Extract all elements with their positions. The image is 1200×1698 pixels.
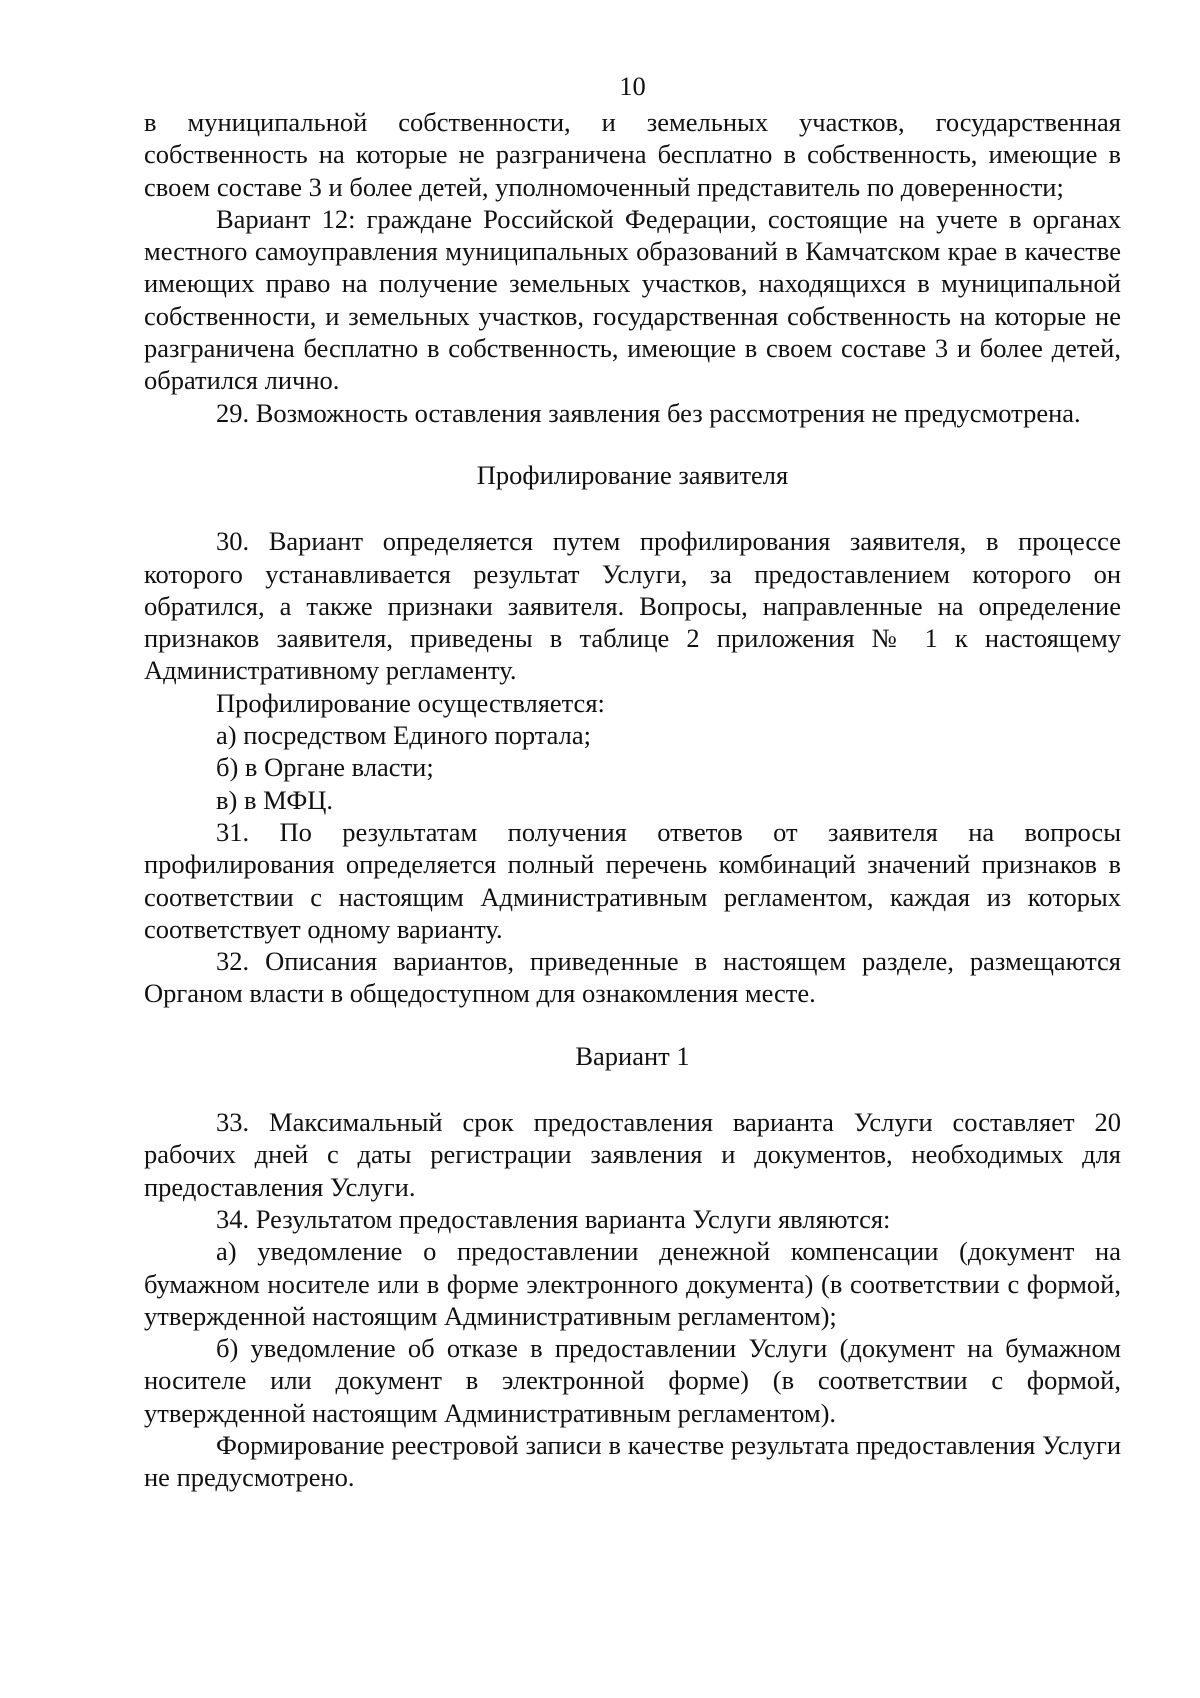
- paragraph-registry-record: Формирование реестровой записи в качестве результата предоставления Услуги не предусмотрено.: [144, 1429, 1121, 1493]
- paragraph-30: 30. Вариант определяется путем профилирования заявителя, в процессе которого устанавливается результат Услуги, за предоставлением которого он обратился, а также признаки заявителя. Вопросы, направленные на определение признаков заявителя, приведены в таблице 2 приложения № 1 к настоящему Административному регламенту.: [144, 526, 1121, 686]
- document-page: [144, 68, 1121, 1494]
- page-number: 10: [619, 71, 646, 101]
- paragraph-32: 32. Описания вариантов, приведенные в настоящем разделе, размещаются Органом власти в общедоступном для ознакомления месте.: [144, 946, 1121, 1009]
- paragraph-33: 33. Максимальный срок предоставления варианта Услуги составляет 20 рабочих дней с даты регистрации заявления и документов, необходимых для предоставления Услуги.: [144, 1107, 1121, 1202]
- result-item-b: б) уведомление об отказе в предоставлении Услуги (документ на бумажном носителе или документ в электронной форме) (в соответствии с формой, утвержденной настоящим Административным регламентом).: [144, 1333, 1121, 1428]
- paragraph-continuation: в муниципальной собственности, и земельных участков, государственная собственность на которые не разграничена бесплатно в собственность, имеющие в своем составе 3 и более детей, уполномоченный представитель по доверенности;: [144, 107, 1121, 202]
- list-item-a: а) посредством Единого портала;: [216, 720, 591, 751]
- section-heading-profiling: Профилирование заявителя: [476, 459, 789, 490]
- paragraph-29: 29. Возможность оставления заявления без рассмотрения не предусмотрена.: [216, 397, 1081, 428]
- paragraph-profiling-intro: Профилирование осуществляется:: [216, 687, 605, 718]
- list-item-c: в) в МФЦ.: [216, 784, 334, 815]
- section-heading-variant-1: Вариант 1: [575, 1040, 690, 1071]
- paragraph-31: 31. По результатам получения ответов от заявителя на вопросы профилирования определяется полный перечень комбинаций значений признаков в соответствии с настоящим Административным регламентом, каждая из которых соответствует одному варианту.: [144, 816, 1121, 944]
- paragraph-variant-12: Вариант 12: граждане Российской Федерации, состоящие на учете в органах местного самоуправления муниципальных образований в Камчатском крае в качестве имеющих право на получение земельных участков, находящихся в муниципальной собственности, и земельных участков, государственная собственность на которые не разграничена бесплатно в собственность, имеющие в своем составе 3 и более детей, обратился лично.: [144, 203, 1121, 396]
- paragraph-34: 34. Результатом предоставления варианта Услуги являются:: [216, 1203, 891, 1234]
- list-item-b: б) в Органе власти;: [216, 752, 434, 783]
- result-item-a: а) уведомление о предоставлении денежной компенсации (документ на бумажном носителе или в форме электронного документа) (в соответствии с формой, утвержденной настоящим Административным регламентом);: [144, 1236, 1121, 1331]
